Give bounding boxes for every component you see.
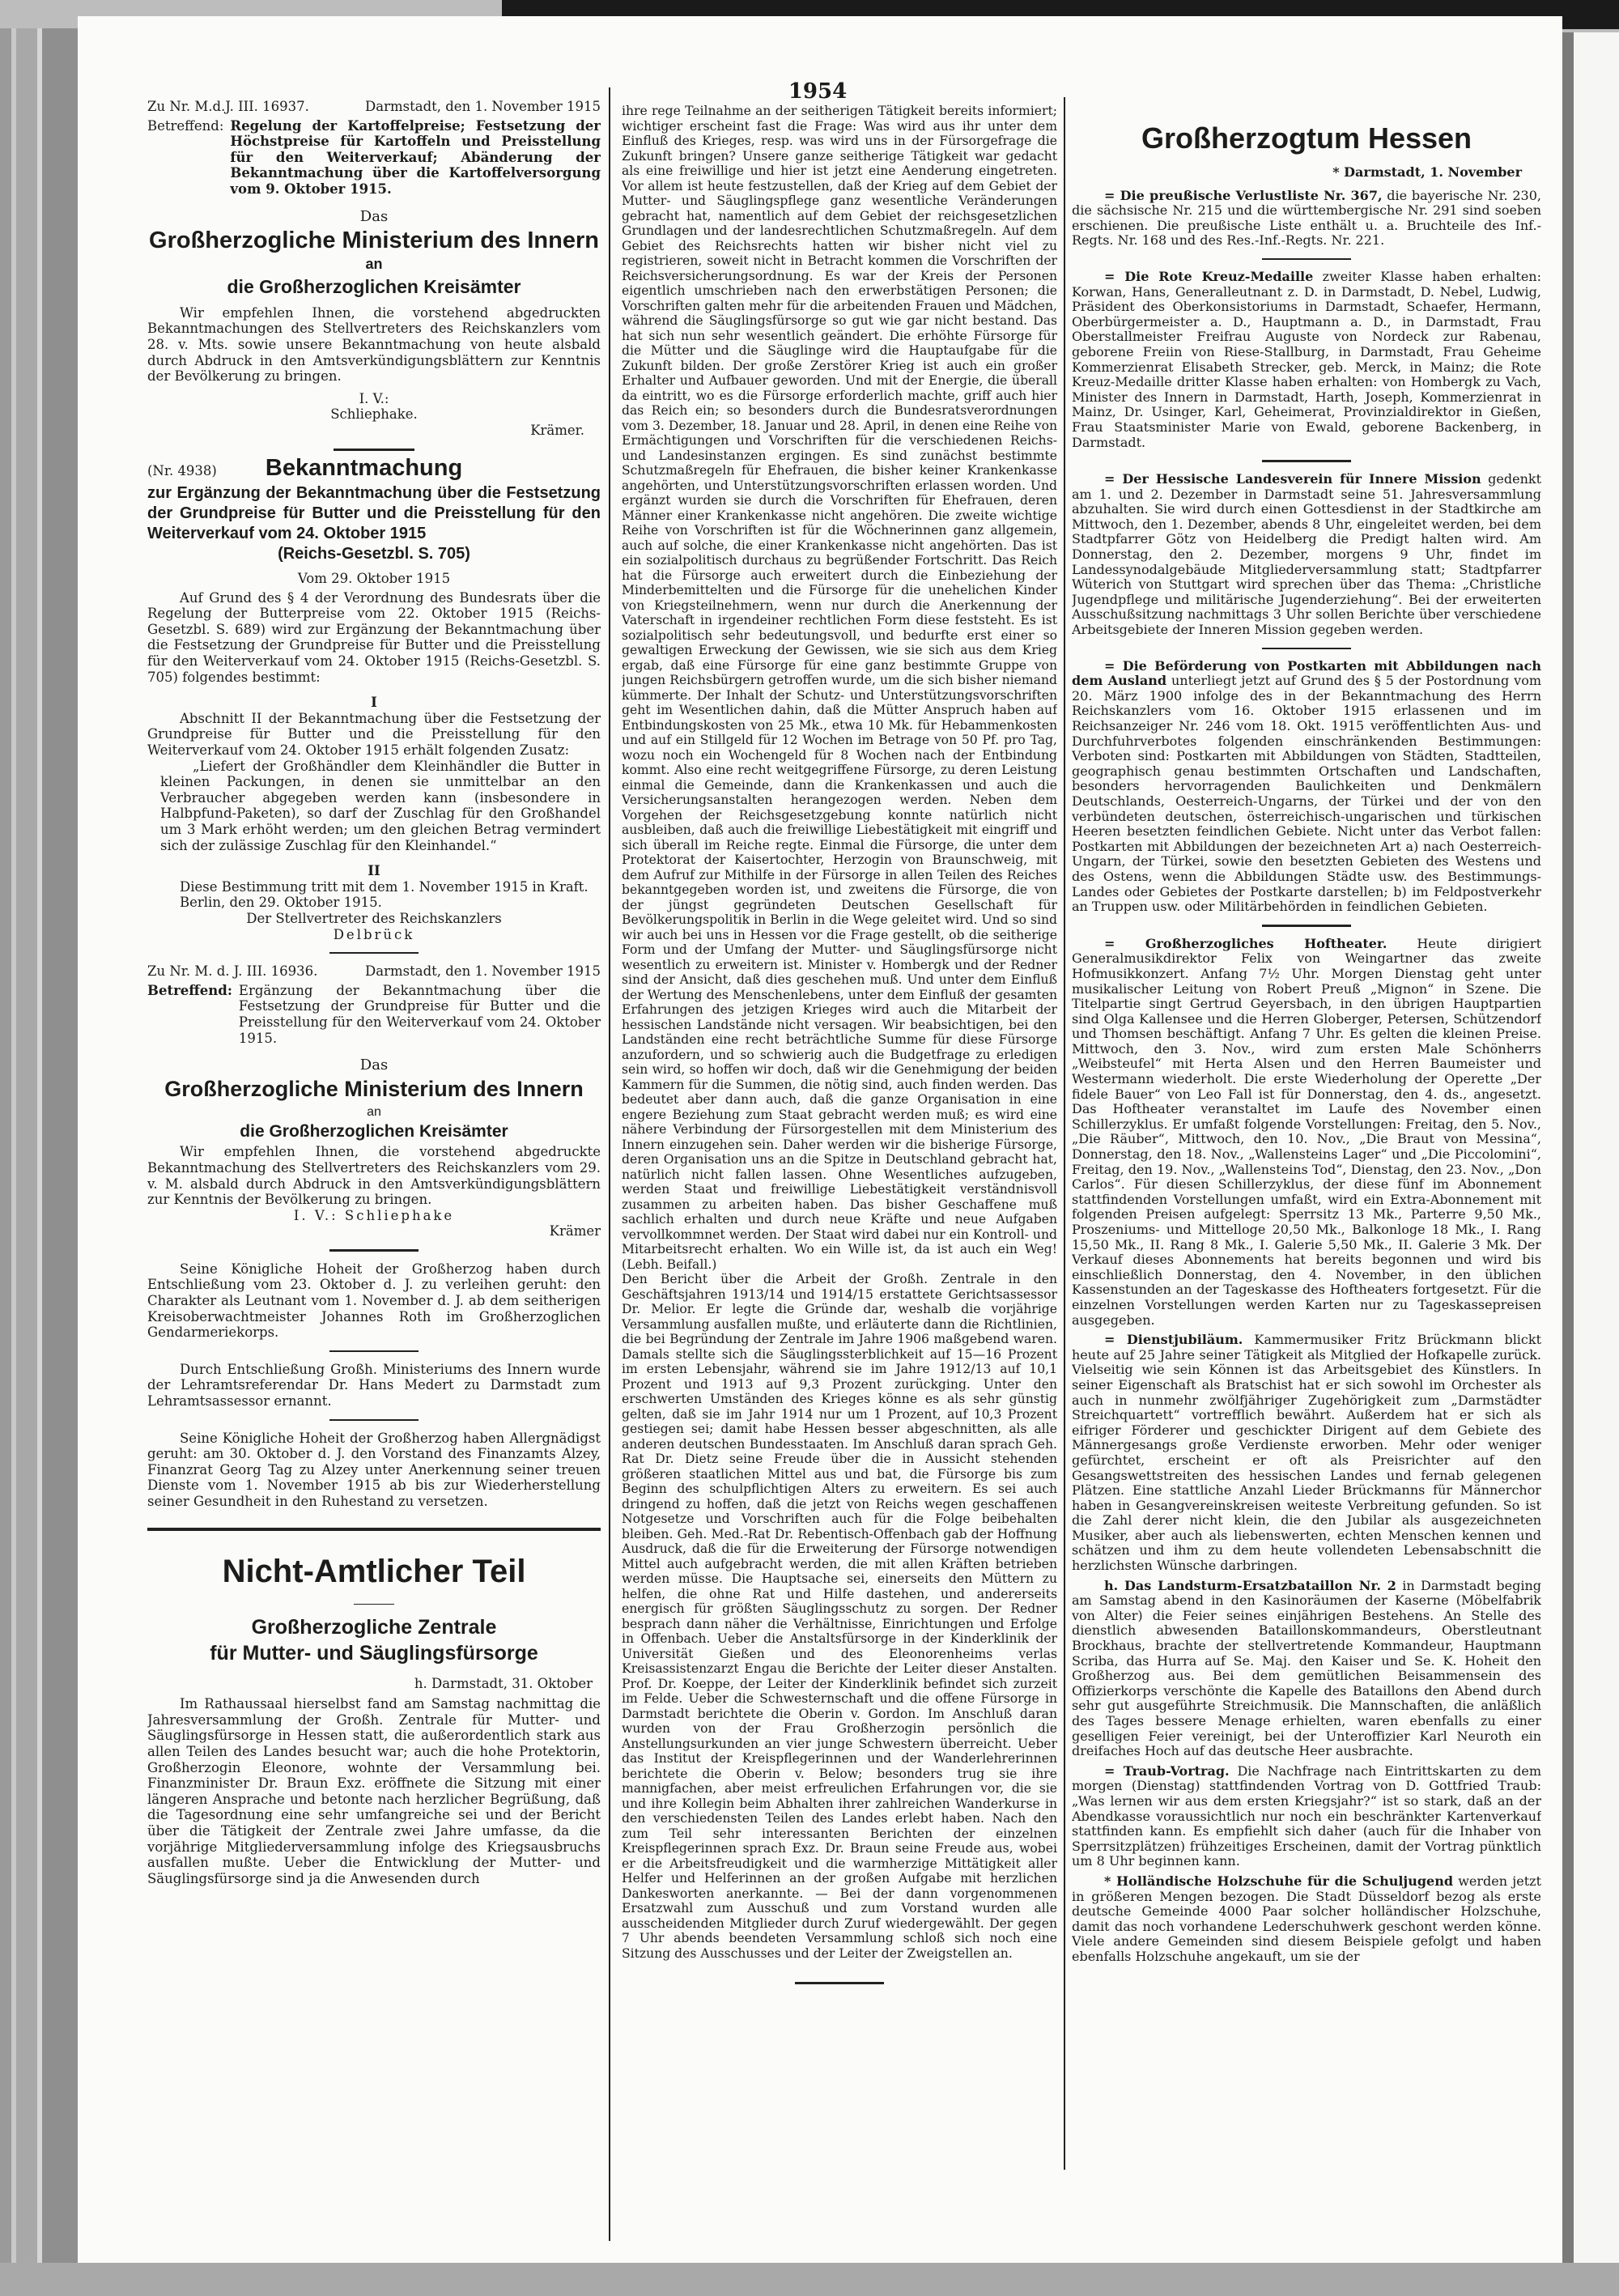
decree-source: (Reichs-Gesetzbl. S. 705) bbox=[278, 545, 470, 563]
personal-notice: Seine Königliche Hoheit der Großherzog haben durch Entschließung vom 23. Oktober d. J. zu verleihen geruht: den Charakter als Leutnant vom 1. November d. J. ab dem seitherigen Kreisoberwachtmeister Johannes Roth im Großherzoglichen Gendarmeriekorps. bbox=[147, 1261, 601, 1341]
news-lead: = Die Beförderung von Postkarten mit Abbildungen nach dem Ausland bbox=[1072, 657, 1541, 689]
separator-rule bbox=[329, 952, 419, 954]
news-lead: = Die preußische Verlustliste Nr. 367, bbox=[1104, 187, 1383, 203]
separator-rule bbox=[329, 1419, 419, 1421]
news-text: zweiter Klasse haben erhalten: Korwan, Hans, Generalleutnant z. D. in Darmstadt, D. Nebel, Ludwig, Präsident des Oberkonsistoriums in Darmstadt, Schaefer, Hermann, Oberbürgermeister a. D., Hauptmann a. D., in Darmstadt, Frau Oberstallmeister Freifrau Auguste von Nordeck zur Rabenau, geborene Freiin von Riese-Stallburg, in Darmstadt, Frau Geheime Kommerzienrat Elisabeth Strecker, geb. Merck, in Mainz; die Rote Kreuz-Medaille dritter Klasse haben erhalten: von Hombergk zu Vach, Minister des Innern in Darmstadt, Harth, Joseph, Kommerzienrat in Mainz, Dr. Usinger, Karl, Geheimerat, Provinzialdirektor in Gießen, Frau Staatsminister Marie von Ewald, geborene Backenberg, in Darmstadt. bbox=[1072, 268, 1541, 450]
an-label: an bbox=[365, 256, 383, 273]
news-text: gedenkt am 1. und 2. Dezember in Darmstadt seine 51. Jahresversammlung abzuhalten. Sie wird durch einen Gottesdienst in der Stadtkirche am Mittwoch, den 1. Dezember, abends 8 Uhr, eingeleitet werden, bei dem Stadtpfarrer Götz von Heidelberg die Predigt halten wird. Am Donnerstag, den 2. Dezember, morgens 9 Uhr, findet im Landessynodalgebäude Mitgliederversammlung statt; Stadtpfarrer Wüterich von Stuttgart wird sprechen über das Thema: „Christliche Jugendpflege und militärische Jugenderziehung“. Bei der erweiterten Ausschußsitzung nachmittags 3 Uhr sollen Berichte über verschiedene Arbeitsgebiete der Inneren Mission gegeben werden. bbox=[1072, 471, 1541, 638]
news-item bbox=[1072, 1333, 1541, 1574]
decree-title: Bekanntmachung bbox=[265, 454, 463, 481]
das-label: Das bbox=[359, 1057, 389, 1074]
notice-date: Darmstadt, den 1. November 1915 bbox=[365, 963, 601, 980]
das-label: Das bbox=[359, 207, 389, 225]
an-label: an bbox=[367, 1104, 381, 1119]
section-text: Diese Bestimmung tritt mit dem 1. November 1915 in Kraft. bbox=[180, 878, 589, 895]
personal-notice: Seine Königliche Hoheit der Großherzog haben Allergnädigst geruht: am 30. Oktober d. J. den Vorstand des Finanzamts Alzey, Finanzrat Georg Tag zu Alzey unter Anerkennung seiner treuen Dienste vom 1. November 1915 ab bis zur Wiederherstellung seiner Gesundheit in den Ruhestand zu versetzen. bbox=[147, 1430, 601, 1509]
news-text: Heute dirigiert Generalmusikdirektor Felix von Weingartner das zweite Hofmusikkonzert. Anfang 7½ Uhr. Morgen Dienstag geht unter musikalischer Leitung von Robert Preuß „Mignon“ in Szene. Die Titelpartie singt Gertrud Geyersbach, in den übrigen Hauptpartien sind Olga Kallensee und die Herren Globerger, Petersen, Schützendorf und Thomsen beschäftigt. Anfang 7 Uhr. Es gelten die kleinen Preise. Mittwoch, den 3. Nov., wird zum ersten Male Schönherrs „Weibsteufel“ mit Herta Alsen und den Herren Baumeister und Westermann wiederholt. Die erste Wiederholung der Operette „Der fidele Bauer“ von Leo Fall ist für Donnerstag, den 4. ds., angesetzt. Das Hoftheater veranstaltet im Laufe des November einen Schillerzyklus. Er umfaßt folgende Vorstellungen: Freitag, den 5. Nov., „Die Räuber“, Mittwoch, den 10. Nov., „Die Braut von Messina“, Donnerstag, den 18. Nov., „Wallensteins Lager“ und „Die Piccolomini“, Freitag, den 19. Nov., „Wallensteins Tod“, Dienstag, den 23. Nov., „Don Carlos“. Für diesen Schillerzyklus, der diese fünf im Abonnement stattfindenden Vorstellungen umfaßt, wird ein Extra-Abonnement mit folgenden Preisen aufgelegt: Sperrsitz 13 Mk., Parterre 9,50 Mk., Proszeniums- und Mittelloge 20,50 Mk., Balkonloge 18 Mk., I. Rang 15,50 Mk., II. Rang 8 Mk., I. Galerie 5,50 Mk., II. Galerie 3 Mk. Der Verkauf dieses Abonnements hat bereits begonnen und wird bis einschließlich Donnerstag, den 4. November, in den üblichen Kassenstunden an der Tageskasse des Hoftheaters fortgesetzt. Für die einzelnen Vorstellungen werden Karten nur zu Tageskassepreisen ausgegeben. bbox=[1072, 935, 1541, 1328]
page-number: 1954 bbox=[788, 79, 848, 104]
news-text: werden jetzt in größeren Mengen bezogen. Die Stadt Düsseldorf bezog als erste deutsche Gemeinde 4000 Paar solcher holländischer Holzschuhe, damit das noch vorhandene Lederschuhwerk geschont werden könne. Viele andere Gemeinden sind diesem Beispiele gefolgt und haben ebenfalls Holzschuhe angekauft, um sie der bbox=[1072, 1873, 1541, 1964]
cosignature-name: Krämer bbox=[549, 1223, 601, 1239]
notice-body: Wir empfehlen Ihnen, die vorstehend abgedruckten Bekanntmachungen des Stellvertreters des Reichskanzlers vom 28. v. Mts. sowie unsere Bekanntmachung von heute alsbald durch Abdruck in den Amtsverkündigungsblättern zur Kenntnis der Bevölkerung zu bringen. bbox=[147, 304, 601, 385]
news-text: Kammermusiker Fritz Brückmann blickt heute auf 25 Jahre seiner Tätigkeit als Mitglied der Hofkapelle zurück. Vielseitig wie sein Können ist das Arbeitsgebiet des Künstlers. In seiner Eigenschaft als Bratschist hat er sich sowohl im Orchester als auch in nunmehr zwölfjähriger Zugehörigkeit zum „Darmstädter Streichquartett“ vortrefflich bewährt. Außerdem hat er sich als eifriger Förderer und geschickter Dirigent auf dem Gebiete des Männergesangs große Verdienste erworben. Mehr oder weniger gefürchtet, erscheint er oft als Preisrichter auf den Gesangswettstreiten des hessischen Landes und fernab gelegenen Plätzen. Eine stattliche Anzahl Lieder Brückmanns für Männerchor haben in Gesangvereinskreisen weiteste Verbreitung gefunden. So ist die Zahl derer nicht klein, die den Jubilar als ausgezeichneten Musiker, aber auch als liebenswerten, echten Menschen kennen und schätzen und ihm zu dem heute vollendeten Lebensabschnitt die herzlichsten Wünsche darbringen. bbox=[1072, 1332, 1541, 1574]
news-item bbox=[1072, 189, 1541, 249]
news-lead: h. Das Landsturm-Ersatzbataillon Nr. 2 bbox=[1104, 1577, 1396, 1593]
left-column bbox=[147, 91, 601, 2196]
separator-rule bbox=[795, 1982, 884, 1984]
article-continuation: ihre rege Teilnahme an der seitherigen Tätigkeit bereits informiert; wichtiger erscheint fast die Frage: Was wird aus ihr unter dem Einfluß des Krieges, resp. was wird uns in der Fürsorgefrage die Zukunft bringen? Unsere ganze seitherige Tätigkeit war gedacht als eine freiwillige und hier ist jetzt eine Aenderung eingetreten. Vor allem ist heute festzustellen, daß der Krieg auf dem Gebiet der Mutter- und Säuglingspflege ganz wesentliche Veränderungen gebracht hat, namentlich auf dem Gebiet der reichsgesetzlichen Grundlagen und der landesrechtlichen Schutzmaßregeln. Auf dem Gebiet des Reichsrechts hatten wir bisher nicht viel zu registrieren, soweit nicht in Betracht kommen die Vorschriften der Reichsversicherungsordnung. Es war der Kreis der Personen eigentlich umschrieben nach den erwerbstätigen Personen; die Vorschriften galten mehr für die arbeitenden Frauen und Mädchen, während die Säuglingsfürsorge so gut wie gar nicht bestand. Das hat sich nun sehr wesentlich geändert. Die erhöhte Fürsorge für die Mütter und die Säuglinge wird die Hauptaufgabe für die Zukunft bilden. Der große Zerstörer Krieg ist auch ein großer Erhalter und Aufbauer geworden. Und mit der Energie, die überall da eintritt, wo es die Fürsorge erforderlich machte, griff auch hier das Reich ein; so besonders durch die Bundesratsverordnungen vom 3. Dezember, 18. Januar und 28. April, in denen eine Reihe von Ermächtigungen und Vorschriften für die verschiedenen Reichs- und Landesinstanzen ergingen. Es sind zunächst bestimmte Schutzmaßregeln für Ehefrauen, die bisher keiner Krankenkasse angehörten, und Unterstützungsvorschriften erlassen worden. Und ergänzt wurden sie durch die Vorschriften für Ehefrauen, deren Männer einer Krankenkasse nicht angehören. Die zweite wichtige Reihe von Vorschriften ist für die Wöchnerinnen ganz allgemein, auch auf solche, die einer Krankenkasse nicht angehörten. Das ist ein sozialpolitisch durchaus zu begrüßender Fortschritt. Das Reich hat die Fürsorge auch erweitert durch die Einbeziehung der Minderbemittelten und die Fürsorge für die unehelichen Kinder von Kriegsteilnehmern, wenn nur durch die Anerkennung der Vaterschaft in irgendeiner rechtlichen Form diese feststeht. Es ist sozialpolitisch sehr bedeutungsvoll, und bedurfte erst einer so gewaltigen Erweckung der Gewissen, wie sie sich aus dem Krieg ergab, daß eine Fürsorge für eine ganz bestimmte Gruppe von jungen Reichsbürgern getroffen wurde, um die sich bisher niemand kümmerte. Der Inhalt der Schutz- und Unterstützungsvorschriften geht im Wesentlichen dahin, daß die Mütter Anspruch haben auf Entbindungskosten von 25 Mk., etwa 10 Mk. für Hebammenkosten und auf ein Stillgeld für 12 Wochen im Betrage von 50 Pf. pro Tag, wozu noch ein Wochengeld für 8 Wochen nach der Entbindung kommt. Also eine recht weitgegriffene Fürsorge, zu deren Leistung einmal die Gemeinde, dann die Krankenkassen und auch die Versicherungsanstalten herangezogen werden. Neben dem Vorgehen der Reichsgesetzgebung konnte natürlich nicht ausbleiben, daß auch die freiwillige Liebestätigkeit mit eingriff und sich überall im Reiche regte. Einmal die Fürsorge, die unter dem Protektorat der Kaisertochter, Herzogin von Braunschweig, mit dem Aufruf zur Mithilfe in der Fürsorge in allen Teilen des Reiches bekanntgegeben worden ist, und zweitens die Fürsorge, die von der jüngst gegründeten Deutschen Gesellschaft für Bevölkerungspolitik in Berlin in die Wege geleitet wird. Und so sind wir auch bei uns in Hessen vor die Frage gestellt, ob die seitherige Form und der Umfang der Mutter- und Säuglingsfürsorge nicht wesentlich zu erweitern ist. Minister v. Hombergk und der Redner sind der Ansicht, daß dies geschehen muß. Und unter dem Einfluß der Wertung des Menschenlebens, unter dem Einfluß der gesamten Erfahrungen des jetzigen Krieges wird auch die Mitarbeit der hessischen Landstände nicht versagen. Wir beabsichtigen, bei den Landständen eine recht beträchtliche Summe für diese Fürsorge anzufordern, und so schwierig auch die Budgetfrage zu erledigen sein wird, so hoffen wir doch, daß wir die Genehmigung der beiden Kammern für die Summen, die nötig sind, auch finden werden. Das bedeutet aber dann auch, daß die ganze Organisation in eine engere Beziehung zum Staat gebracht werden muß; es wird eine nähere Verbindung der Fürsorgestellen mit dem Ministerium des Innern einzugehen sein. Daher werden wir die bisherige Fürsorge, deren Organisation uns an die Spitze in Deutschland gebracht hat, natürlich nicht fallen lassen. Ohne Wesentliches aufzugeben, werden Staat und freiwillige Liebestätigkeit verständnisvoll zusammen zu arbeiten haben. Das bisher Geschaffene muß sachlich erhalten und durch neue Kräfte und neue Aufgaben vervollkommnet werden. Der Staat wird dabei nur ein Kontroll- und Mitarbeitsrecht erhalten. Wo ein Wille ist, da ist auch ein Weg! (Lebh. Beifall.) bbox=[622, 104, 1057, 1272]
reference-number: Zu Nr. M. d. J. III. 16936. bbox=[147, 963, 318, 980]
personal-notice: Durch Entschließung Großh. Ministeriums des Innern wurde der Lehramtsreferendar Dr. Hans Medert zu Darmstadt zum Lehramtsassessor ernannt. bbox=[147, 1361, 601, 1409]
article-continuation: Den Bericht über die Arbeit der Großh. Zentrale in den Geschäftsjahren 1913/14 und 1914/15 erstattete Gerichtsassessor Dr. Melior. Er legte die Gründe dar, weshalb die vorjährige Versammlung ausfallen mußte, und erläuterte dann die Richtlinien, die bei Begründung der Zentrale im Jahre 1906 maßgebend waren. Damals stellte sich die Säuglingssterblichkeit auf 15—16 Prozent im ersten Lebensjahr, während sie im Jahre 1912/13 auf 10,1 Prozent und 1913 auf 9,3 Prozent zurückging. Unter den erschwerten Umständen des Krieges könne es als sehr günstig gelten, daß sie im Jahr 1914 nur um 1 Prozent, auf 10,3 Prozent gestiegen sei; damit habe Hessen besser abgeschnitten, als alle anderen deutschen Bundesstaaten. Im Anschluß daran sprach Geh. Rat Dr. Dietz seine Freude über die in Aussicht stehenden größeren staatlichen Mittel aus und bat, die Fürsorge bis zum Beginn des schulpflichtigen Alters zu erweitern. Es sei auch dringend zu hoffen, daß die jetzt von Reichs wegen geschaffenen Notgesetze und Vorschriften auch für die Folge beibehalten bleiben. Geh. Med.-Rat Dr. Rebentisch-Offenbach gab der Hoffnung Ausdruck, daß die für die Erweiterung der Fürsorge notwendigen Mittel auch aufgebracht werden, die mit allen Kräften betrieben werden müsse. Die Hauptsache sei, einerseits den Müttern zu helfen, die ohne Rat und Hilfe dastehen, und andererseits energisch für größten Säuglingsschutz zu sorgen. Der Redner besprach dann näher die Verhältnisse, Einrichtungen und Erfolge in Offenbach. Ueber die Anstaltsfürsorge in der Kinderklinik der Universität Gießen und des Eleonorenheims verlas Kreisassistenzarzt Engau die Berichte der Leiter dieser Anstalten. Prof. Dr. Koeppe, der Leiter der Kinderklinik befindet sich zurzeit im Felde. Ueber die Schwesternschaft und die offene Fürsorge in Darmstadt berichtete die Oberin v. Gordon. Im Anschluß daran wurden von der Frau Großherzogin persönlich die Anstellungsurkunden an vier junge Schwestern überreicht. Ueber das Institut der Kreispflegerinnen und der Wanderlehrerinnen berichtete die Oberin v. Below; besonders trug sie ihre mannigfachen, aber meist erfreulichen Erfahrungen vor, die sie und ihre Kollegin beim Abhalten ihrer zahlreichen Wanderkurse in den verschiedensten Teilen des Landes erlebt haben. Nach den zum Teil sehr interessanten Berichten der einzelnen Kreispflegerinnen sprach Exz. Dr. Braun seine Freude aus, wobei er die Arbeitsfreudigkeit und die warmherzige Mittätigkeit aller Helfer und Helferinnen an der großen Aufgabe mit herzlichen Dankesworten anerkannte. — Bei der dann vorgenommenen Ersatzwahl zum Ausschuß und zum Vorstand wurden alle ausscheidenden Mitglieder durch Zuruf wiedergewählt. Der gegen 7 Uhr abends beendeten Versammlung schloß sich noch eine Sitzung des Ausschusses und der Leiter der Zweigstellen an. bbox=[622, 1272, 1057, 1961]
signer-name: Delbrück bbox=[333, 926, 415, 942]
ministry-heading: Großherzogliche Ministerium des Innern bbox=[164, 1076, 584, 1101]
signature-name: Schliephake. bbox=[330, 406, 418, 423]
separator-rule bbox=[329, 1350, 419, 1352]
news-text: die bayerische Nr. 230, die sächsische Nr. 215 und die württembergische Nr. 291 sind soeben erschienen. Die preußische Liste enthält u. a. Bruchteile des Inf.-Regts. Nr. 168 und des Res.-Inf.-Regts. Nr. 221. bbox=[1072, 187, 1541, 249]
article-title: für Mutter- und Säuglingsfürsorge bbox=[210, 1641, 538, 1665]
book-page-edges bbox=[0, 28, 78, 2296]
separator-rule bbox=[354, 1604, 394, 1605]
separator-rule bbox=[1262, 925, 1351, 927]
decree-place-date: Berlin, den 29. Oktober 1915. bbox=[180, 895, 382, 911]
news-item bbox=[1072, 1764, 1541, 1869]
decree-subtitle: zur Ergänzung der Bekanntmachung über die Festsetzung der Grundpreise für Butter und die Preisstellung für den Weiterverkauf vom 24. Oktober 1915 bbox=[147, 484, 601, 543]
decree-date: Vom 29. Oktober 1915 bbox=[297, 571, 451, 587]
news-lead: * Holländische Holzschuhe für die Schuljugend bbox=[1104, 1873, 1454, 1889]
news-item bbox=[1072, 472, 1541, 638]
section-heading: Nicht-Amtlicher Teil bbox=[222, 1553, 526, 1589]
news-text: unterliegt jetzt auf Grund des § 5 der Postordnung vom 20. März 1900 infolge des in der Bekanntmachung des Herrn Reichskanzlers vom 16. Oktober 1915 erlassenen und im Reichsanzeiger Nr. 246 vom 18. Okt. 1915 veröffentlichten Aus- und Durchfuhrverbotes folgenden einschränkenden Bestimmungen: Verboten sind: Postkarten mit Abbildungen von Städten, Stadtteilen, geographisch genau bestimmten Ortschaften und Landschaften, besonders hervorragenden Baulichkeiten und Denkmälern Deutschlands, Oesterreich-Ungarns, der Türkei und der von den verbündeten deutschen, österreichisch-ungarischen und türkischen Heeren besetzten feindlichen Gebiete. Nicht unter das Verbot fallen: Postkarten mit Abbildungen der bezeichneten Art a) nach Oesterreich-Ungarn, der Türkei, sowie den besetzten Gebieten des Westens und des Ostens, wenn die Abbildungen Städte usw. des Bestimmungs-Landes oder Gebietes der Postkarte darstellen; b) im Feldpostverkehr an Truppen usw. oder Militärbehörden in feindlichen Gebieten. bbox=[1072, 673, 1541, 915]
separator-rule bbox=[1262, 648, 1351, 649]
separator-rule bbox=[1262, 460, 1351, 462]
section-numeral: II bbox=[368, 863, 380, 879]
right-column bbox=[1072, 91, 1541, 2163]
decree-intro: Auf Grund des § 4 der Verordnung des Bundesrats über die Regelung der Butterpreise vom 22. Oktober 1915 (Reichs-Gesetzbl. S. 689) wird zur Ergänzung der Bekanntmachung über die Festsetzung der Grundpreise für Butter und die Preisstellung für den Weiterverkauf vom 24. Oktober 1915 (Reichs-Gesetzbl. S. 705) folgendes bestimmt: bbox=[147, 589, 601, 685]
column-rule bbox=[609, 87, 610, 2241]
recipients-heading: die Großherzoglichen Kreisämter bbox=[240, 1122, 508, 1142]
news-lead: = Traub-Vortrag. bbox=[1104, 1762, 1230, 1779]
notice-date: Darmstadt, den 1. November 1915 bbox=[365, 99, 601, 114]
notice-body: Wir empfehlen Ihnen, die vorstehend abgedruckte Bekanntmachung des Stellvertreters des Reichskanzlers vom 29. v. M. alsbald durch Abdruck in den Amtsverkündigungsblättern zur Kenntnis der Bevölkerung zu bringen. bbox=[147, 1144, 601, 1208]
news-item bbox=[1072, 659, 1541, 915]
subject-label: Betreffend: bbox=[147, 982, 232, 998]
news-lead: = Dienstjubiläum. bbox=[1104, 1332, 1243, 1348]
book-gutter bbox=[1562, 32, 1574, 2263]
news-lead: = Der Hessische Landesverein für Innere Mission bbox=[1104, 471, 1481, 487]
adjacent-page bbox=[1574, 32, 1619, 2263]
news-lead: = Großherzogliches Hoftheater. bbox=[1104, 935, 1387, 951]
section-dateline: * Darmstadt, 1. November bbox=[1332, 164, 1522, 180]
separator-rule bbox=[329, 1249, 419, 1252]
subject-text: Ergänzung der Bekanntmachung über die Festsetzung der Grundpreise für Butter und die Preisstellung für den Weiterverkauf vom 24. Oktober 1915. bbox=[238, 982, 601, 1046]
decree-number: (Nr. 4938) bbox=[147, 462, 217, 478]
signature-iv: I. V.: bbox=[359, 390, 389, 406]
news-text: in Darmstadt beging am Samstag abend in den Kasinoräumen der Kaserne (Möbelfabrik von Alter) die Feier seines einjährigen Bestehens. An Stelle des dienstlich abwesenden Bataillonskommandeurs, Oberstleutnant Brockhaus, brachte der stellvertretende Kommandeur, Hauptmann Scriba, das Hurra auf Se. Maj. den Kaiser und Se. K. Hoheit den Großherzog aus. Bei dem gemütlichen Beisammensein des Offizierkorps verschönte die Kapelle des Bataillons den Abend durch sehr gut ausgeführte Streichmusik. Die Mannschaften, die anläßlich des Tages bessere Menage erhielten, waren ebenfalls zu einer geselligen Feier vereinigt, bei der Unteroffizier Karl Neuroth ein dreifaches Hoch auf das deutsche Heer ausbrachte. bbox=[1072, 1577, 1541, 1759]
reference-number: Zu Nr. M.d.J. III. 16937. bbox=[147, 99, 309, 114]
decree-quote: „Liefert der Großhändler dem Kleinhändler die Butter in kleinen Packungen, in denen sie unmittelbar an den Verbraucher abgegeben werden kann (insbesondere in Halbpfund-Paketen), so darf der Zuschlag für den Großhandel um 3 Mark erhöht werden; um den gleichen Betrag vermindert sich der zulässige Zuschlag für den Kleinhandel.“ bbox=[160, 758, 601, 853]
separator-rule bbox=[334, 449, 414, 451]
section-text: Abschnitt II der Bekanntmachung über die Festsetzung der Grundpreise für Butter und die Preisstellung für den Weiterverkauf vom 24. Oktober 1915 erhält folgenden Zusatz: bbox=[147, 710, 601, 759]
middle-column bbox=[622, 104, 1057, 2144]
recipients-heading: die Großherzoglichen Kreisämter bbox=[227, 275, 521, 297]
cosignature-name: Krämer. bbox=[530, 422, 584, 438]
section-numeral: I bbox=[371, 695, 377, 711]
article-dateline: h. Darmstadt, 31. Oktober bbox=[414, 1675, 593, 1691]
article-body: Im Rathaussaal hierselbst fand am Samstag nachmittag die Jahresversammlung der Großh. Zentrale für Mutter- und Säuglingsfürsorge in Hessen statt, die außerordentlich stark aus allen Teilen des Landes besucht war; auch die hohe Protektorin, Großherzogin Eleonore, wohnte der Versammlung bei. Finanzminister Dr. Braun Exz. eröffnete die Sitzung mit einer längeren Ansprache und betonte nach herzlicher Begrüßung, daß die Tagesordnung eine sehr umfangreiche sei und der Bericht über die Tätigkeit der Zentrale zwei Jahre umfasse, da die vorjährige Mitgliederversammlung infolge des Kriegsausbruchs ausfallen mußte. Ueber die Entwicklung der Mutter- und Säuglingsfürsorge sind ja die Anwesenden durch bbox=[147, 1696, 601, 1886]
news-item bbox=[1072, 937, 1541, 1328]
separator-rule bbox=[1262, 258, 1351, 260]
signer-office: Der Stellvertreter des Reichskanzlers bbox=[246, 910, 502, 926]
news-text: Die Nachfrage nach Eintrittskarten zu dem morgen (Dienstag) stattfindenden Vortrag von D. Gottfried Traub: „Was lernen wir aus dem ersten Kriegsjahr?“ ist so stark, daß an der Abendkasse voraussichtlich nur noch ein beschränkter Kartenverkauf stattfinden kann. Es empfiehlt sich daher (auch für die Inhaber von Sperrsitzplätzen) frühzeitiges Erscheinen, damit der Vortrag pünktlich um 8 Uhr beginnen kann. bbox=[1072, 1762, 1541, 1869]
news-item bbox=[1072, 270, 1541, 450]
subject-label: Betreffend: bbox=[147, 117, 224, 134]
section-heading: Großherzogtum Hessen bbox=[1141, 121, 1472, 155]
section-divider bbox=[147, 1528, 601, 1531]
news-lead: = Die Rote Kreuz-Medaille bbox=[1104, 268, 1314, 284]
article-title: Großherzogliche Zentrale bbox=[251, 1615, 497, 1639]
news-item bbox=[1072, 1579, 1541, 1759]
signature-name: I. V.: Schliephake bbox=[293, 1207, 455, 1223]
column-rule bbox=[1064, 97, 1065, 2170]
news-item bbox=[1072, 1874, 1541, 1965]
ministry-heading: Großherzogliche Ministerium des Innern bbox=[149, 227, 599, 254]
scan-bottom-edge bbox=[0, 2263, 1619, 2296]
subject-text: Regelung der Kartoffelpreise; Festsetzung der Höchstpreise für Kartoffeln und Preisstellung für den Weiterverkauf; Abänderung der Bekanntmachung über die Kartoffelversorgung vom 9. Oktober 1915. bbox=[230, 117, 601, 197]
